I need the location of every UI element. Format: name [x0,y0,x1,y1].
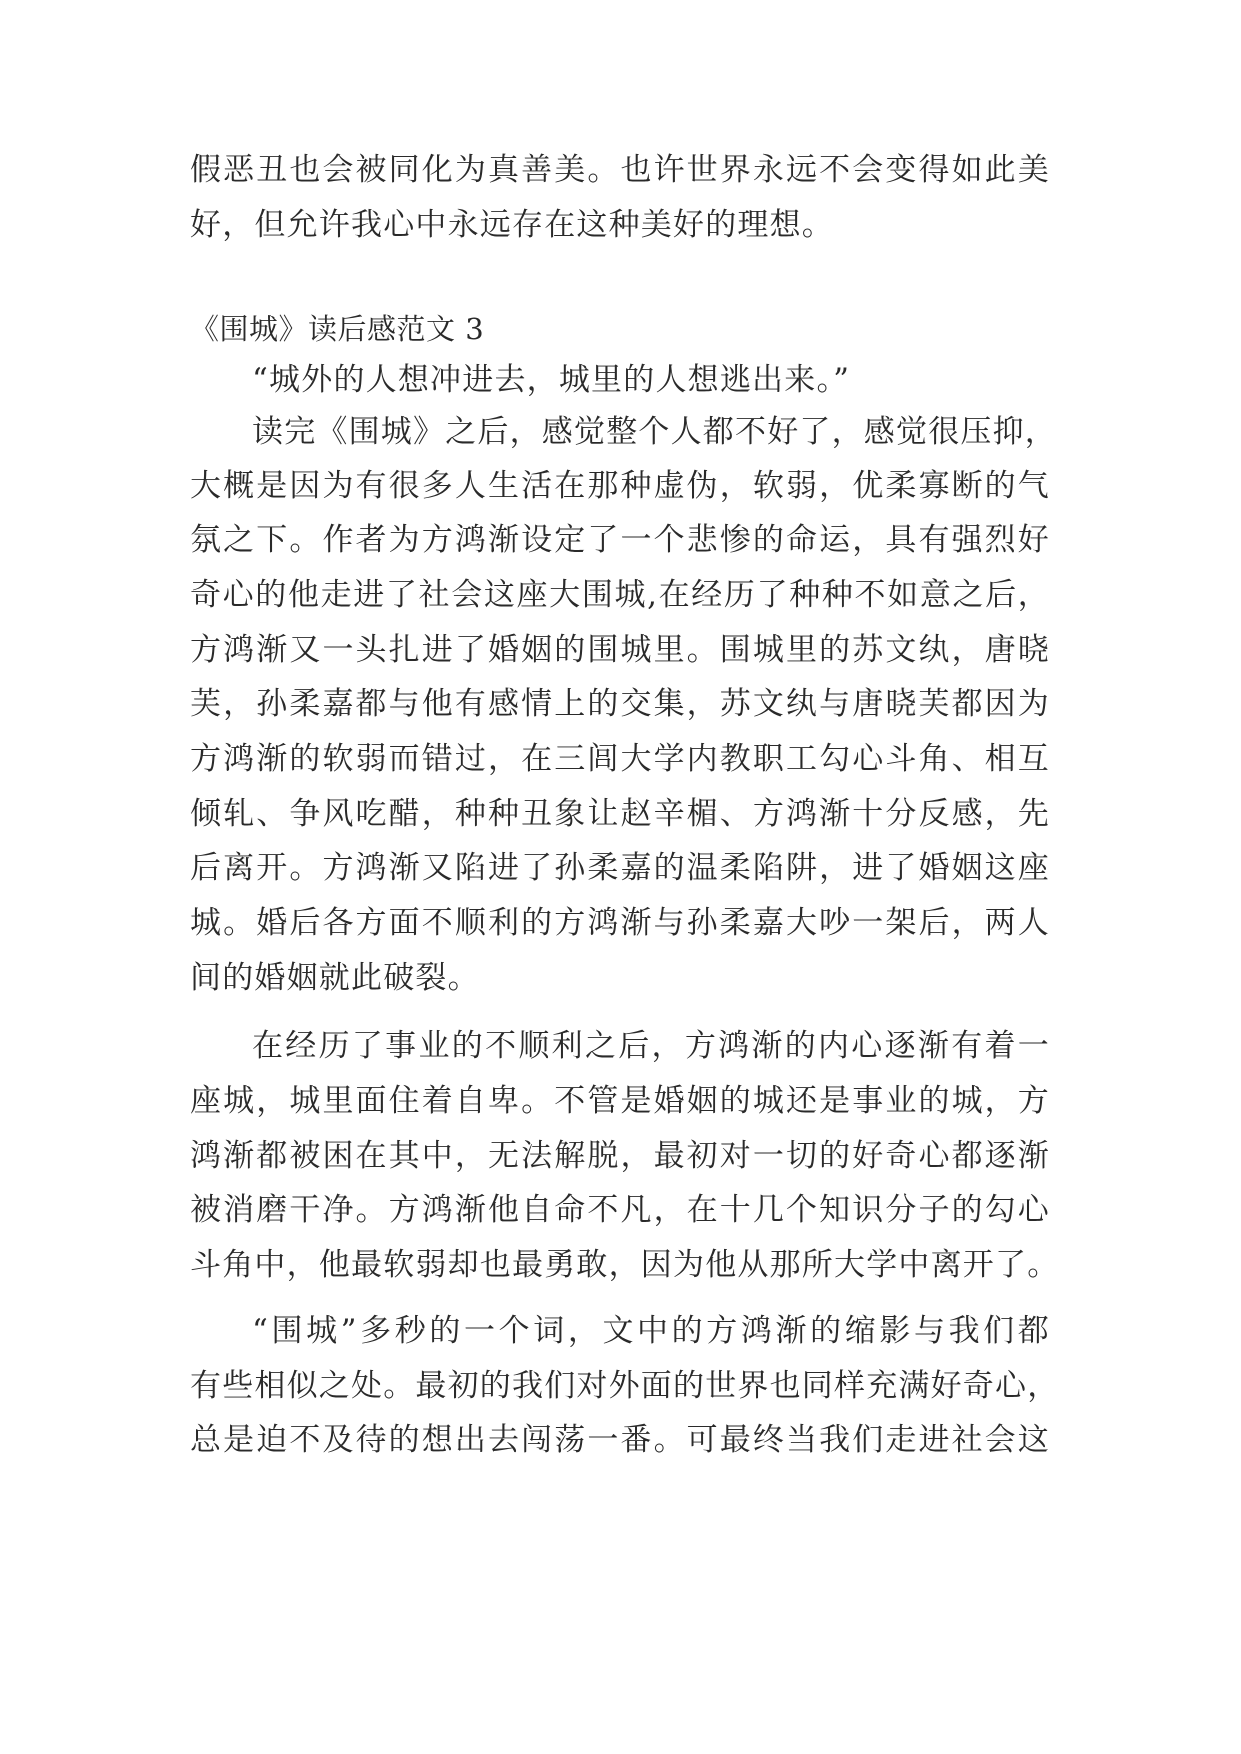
opening-quote: “城外的人想冲进去，城里的人想逃出来。” [252,362,851,398]
paragraph-1-line-8: 倾轧、争风吃醋，种种丑象让赵辛楣、方鸿渐十分反感，先 [190,796,1050,832]
paragraph-2-line-3: 鸿渐都被困在其中，无法解脱，最初对一切的好奇心都逐渐 [190,1138,1050,1174]
paragraph-1-line-2: 大概是因为有很多人生活在那种虚伪，软弱，优柔寡断的气 [190,468,1050,504]
paragraph-1-line-5: 方鸿渐又一头扎进了婚姻的围城里。围城里的苏文纨，唐晓 [190,632,1050,668]
paragraph-1-line-4: 奇心的他走进了社会这座大围城,在经历了种种不如意之后， [190,577,1050,613]
section-title: 《围城》读后感范文 3 [190,312,485,346]
intro-line-2: 好，但允许我心中永远存在这种美好的理想。 [190,207,834,243]
intro-line-1: 假恶丑也会被同化为真善美。也许世界永远不会变得如此美 [190,152,1050,188]
paragraph-1-line-6: 芙，孙柔嘉都与他有感情上的交集，苏文纨与唐晓芙都因为 [190,686,1050,722]
paragraph-1-line-3: 氛之下。作者为方鸿渐设定了一个悲惨的命运，具有强烈好 [190,522,1050,558]
paragraph-1-line-7: 方鸿渐的软弱而错过，在三闾大学内教职工勾心斗角、相互 [190,741,1050,777]
paragraph-3-line-2: 有些相似之处。最初的我们对外面的世界也同样充满好奇心， [190,1368,1060,1404]
paragraph-2-line-5: 斗角中，他最软弱却也最勇敢，因为他从那所大学中离开了。 [190,1247,1060,1283]
paragraph-1-line-1: 读完《围城》之后，感觉整个人都不好了，感觉很压抑， [252,414,1057,450]
paragraph-2-line-4: 被消磨干净。方鸿渐他自命不凡，在十几个知识分子的勾心 [190,1192,1050,1228]
paragraph-2-line-1: 在经历了事业的不顺利之后，方鸿渐的内心逐渐有着一 [252,1028,1050,1064]
paragraph-2-line-2: 座城，城里面住着自卑。不管是婚姻的城还是事业的城，方 [190,1083,1050,1119]
paragraph-1-line-11: 间的婚姻就此破裂。 [190,960,480,996]
paragraph-3-line-1: “围城”多秒的一个词，文中的方鸿渐的缩影与我们都 [252,1313,1050,1349]
paragraph-3-line-3: 总是迫不及待的想出去闯荡一番。可最终当我们走进社会这 [190,1422,1050,1458]
paragraph-1-line-9: 后离开。方鸿渐又陷进了孙柔嘉的温柔陷阱，进了婚姻这座 [190,850,1050,886]
paragraph-1-line-10: 城。婚后各方面不顺利的方鸿渐与孙柔嘉大吵一架后，两人 [190,905,1050,941]
